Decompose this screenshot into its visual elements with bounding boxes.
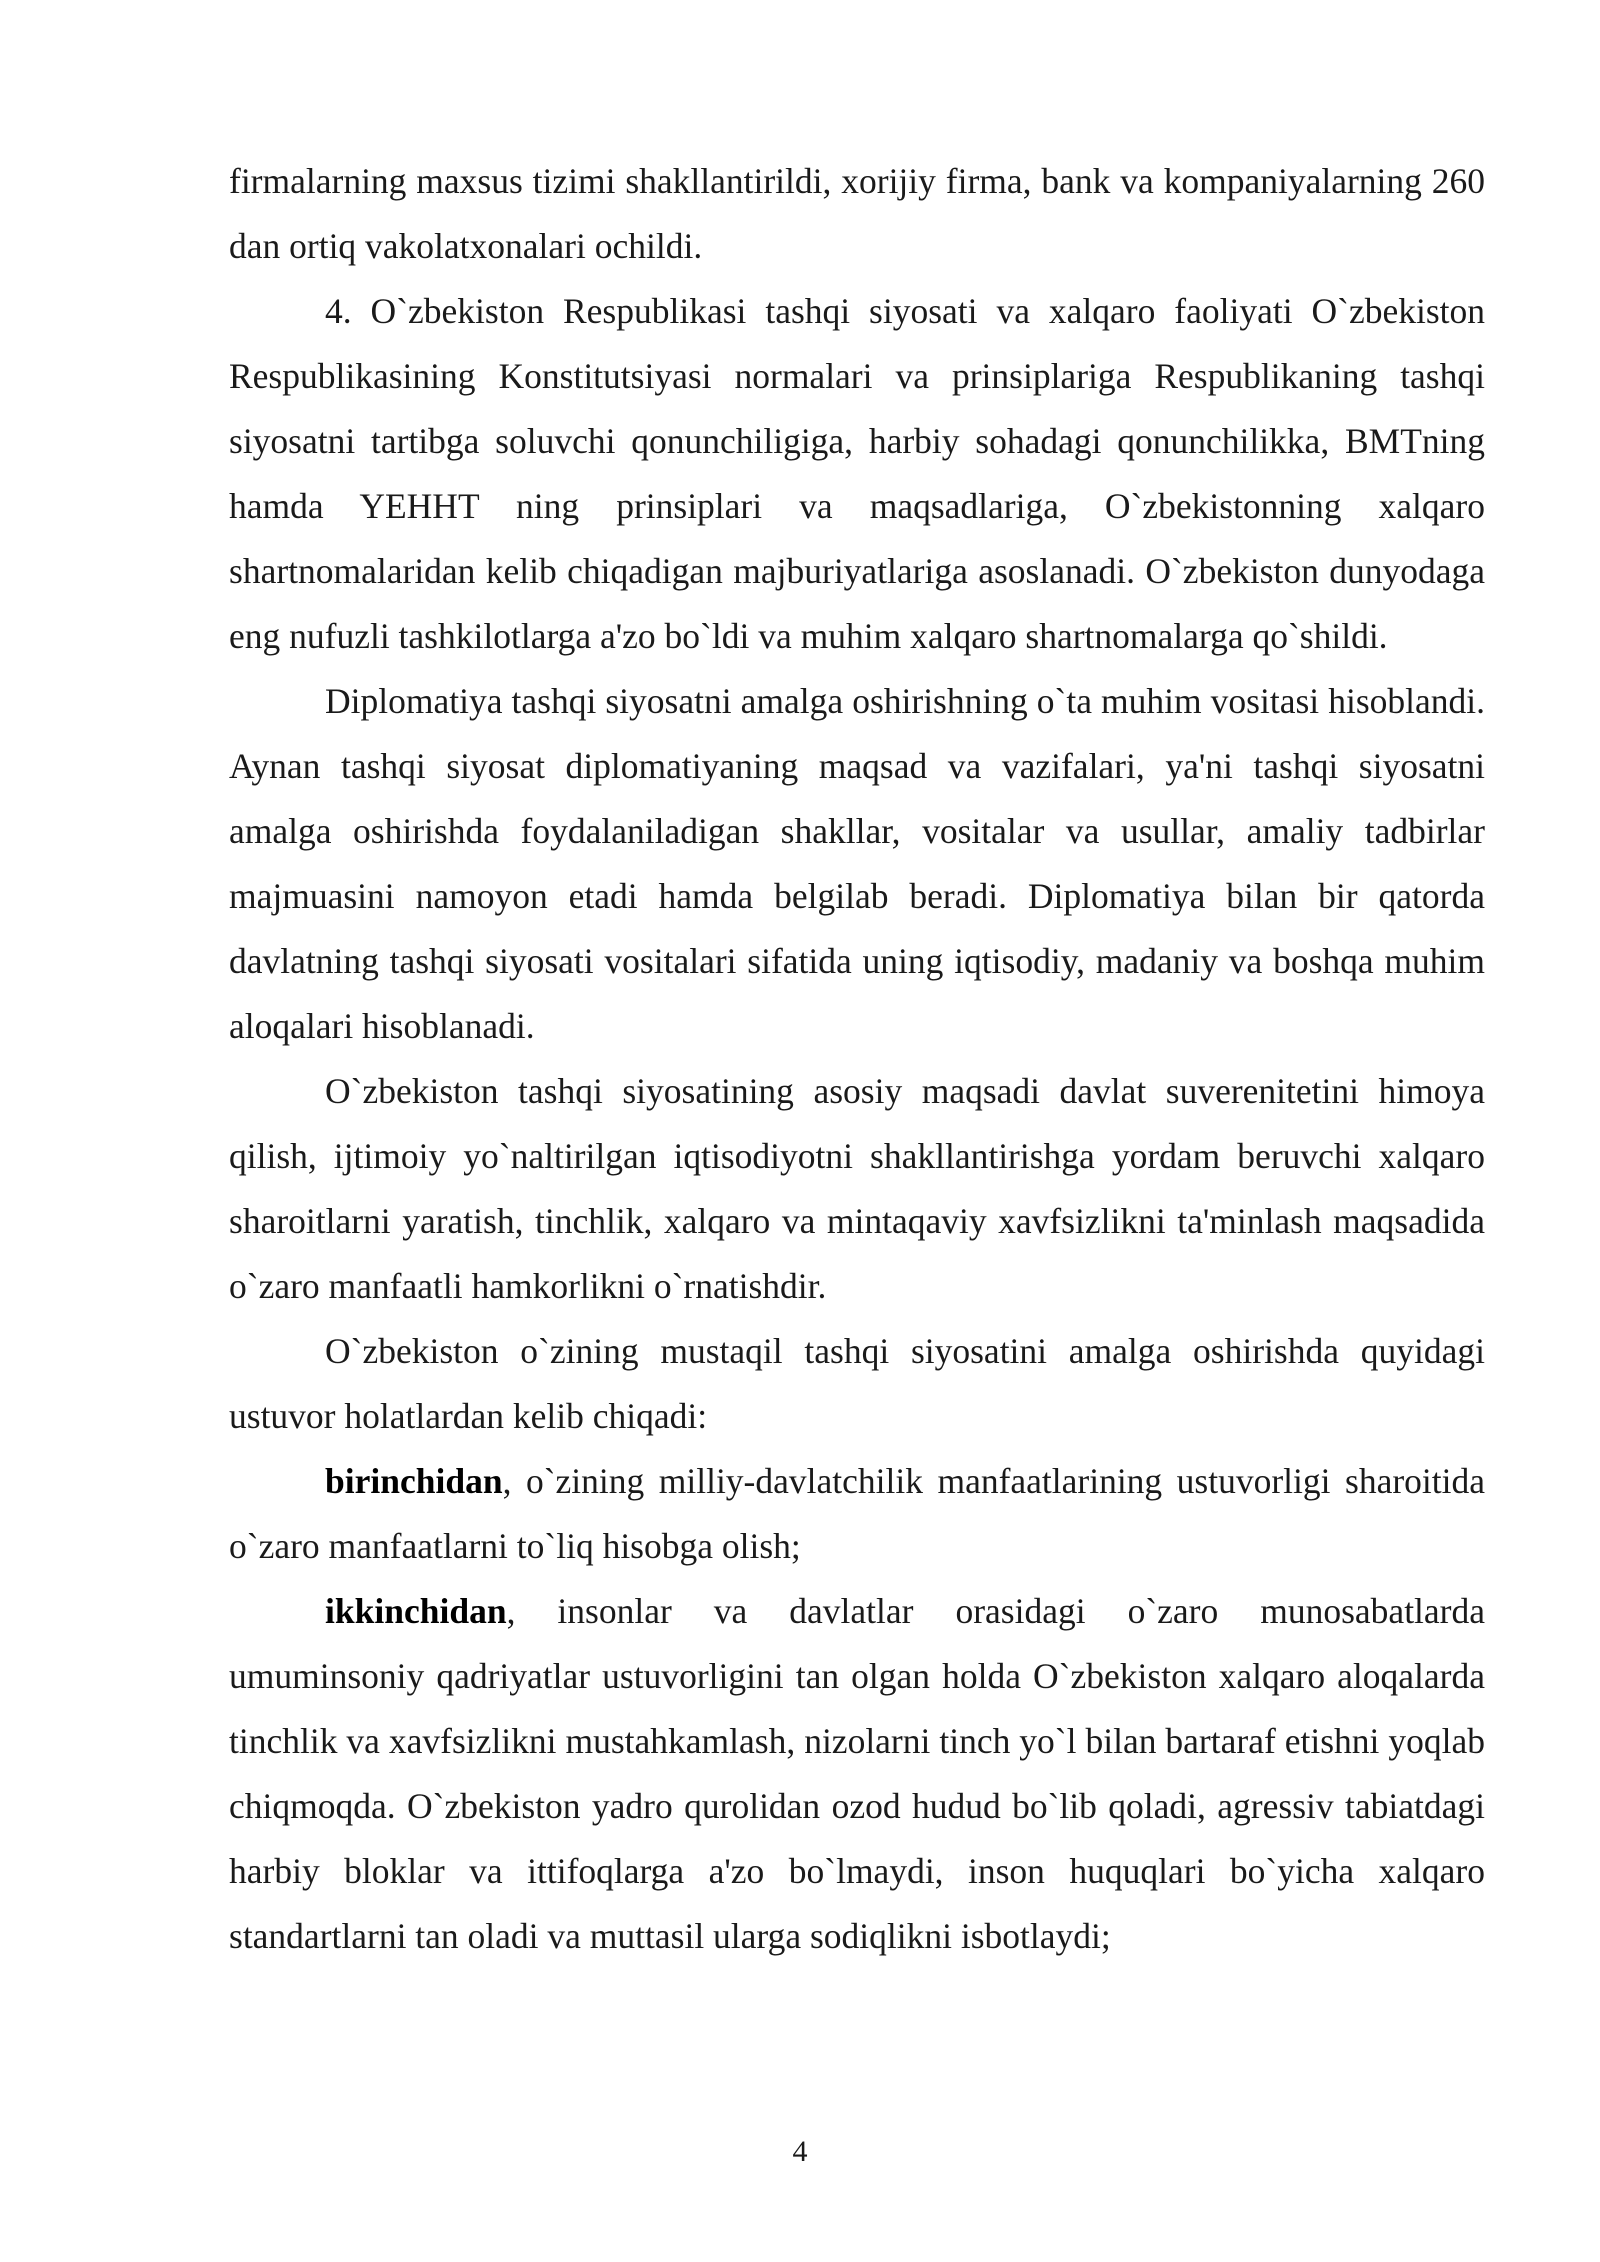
paragraph-foreign-policy-basis: 4. O`zbekiston Respublikasi tashqi siyosati va xalqaro faoliyati O`zbekiston Respublikasining Konstitutsiyasi normalari va prinsiplariga Respublikaning tashqi siyosatni tartibga soluvchi qonunchiligiga, harbiy sohadagi qonunchilikka, BMTning hamda YEHHT ning prinsiplari va maqsadlariga, O`zbekistonning xalqaro shartnomalaridan kelib chiqadigan majburiyatlariga asoslanadi. O`zbekiston dunyodaga eng nufuzli tashkilotlarga a'zo bo`ldi va muhim xalqaro shartnomalarga qo`shildi. <box>229 291 1485 656</box>
second-priority-text: , insonlar va davlatlar orasidagi o`zaro munosabatlarda umuminsoniy qadriyatlar ustuvorligini tan olgan holda O`zbekiston xalqaro aloqalarda tinchlik va xavfsizlikni mustahkamlash, nizolarni tinch yo`l bilan bartaraf etishni yoqlab chiqmoqda. O`zbekiston yadro qurolidan ozod hudud bo`lib qoladi, agressiv tabiatdagi harbiy bloklar va ittifoqlarga a'zo bo`lmaydi, inson huquqlari bo`yicha xalqaro standartlarni tan oladi va muttasil ularga sodiqlikni isbotlaydi; <box>229 1591 1485 1956</box>
paragraph-main-goal: O`zbekiston tashqi siyosatining asosiy maqsadi davlat suverenitetini himoya qilish, ijtimoiy yo`naltirilgan iqtisodiyotni shakllantirishga yordam beruvchi xalqaro sharoitlarni yaratish, tinchlik, xalqaro va mintaqaviy xavfsizlikni ta'minlash maqsadida o`zaro manfaatli hamkorlikni o`rnatishdir. <box>229 1071 1485 1306</box>
paragraph-priorities-intro: O`zbekiston o`zining mustaqil tashqi siyosatini amalga oshirishda quyidagi ustuvor holatlardan kelib chiqadi: <box>229 1331 1485 1436</box>
second-priority-lead: ikkinchidan <box>325 1591 507 1631</box>
paragraph-first-priority <box>229 1449 1485 1579</box>
paragraph-second-priority <box>229 1579 1485 1969</box>
first-priority-lead: birinchidan <box>325 1461 503 1501</box>
page-number: 4 <box>792 2135 808 2168</box>
paragraph-continuation: firmalarning maxsus tizimi shakllantirildi, xorijiy firma, bank va kompaniyalarning 260 dan ortiq vakolatxonalari ochildi. <box>229 161 1485 266</box>
paragraph-diplomacy: Diplomatiya tashqi siyosatni amalga oshirishning o`ta muhim vositasi hisoblandi. Aynan tashqi siyosat diplomatiyaning maqsad va vazifalari, ya'ni tashqi siyosatni amalga oshirishda foydalaniladigan shakllar, vositalar va usullar, amaliy tadbirlar majmuasini namoyon etadi hamda belgilab beradi. Diplomatiya bilan bir qatorda davlatning tashqi siyosati vositalari sifatida uning iqtisodiy, madaniy va boshqa muhim aloqalari hisoblanadi. <box>229 681 1485 1046</box>
first-priority-text: , o`zining milliy-davlatchilik manfaatlarining ustuvorligi sharoitida o`zaro manfaatlarni to`liq hisobga olish; <box>229 1461 1485 1566</box>
body-text <box>229 149 1485 1969</box>
